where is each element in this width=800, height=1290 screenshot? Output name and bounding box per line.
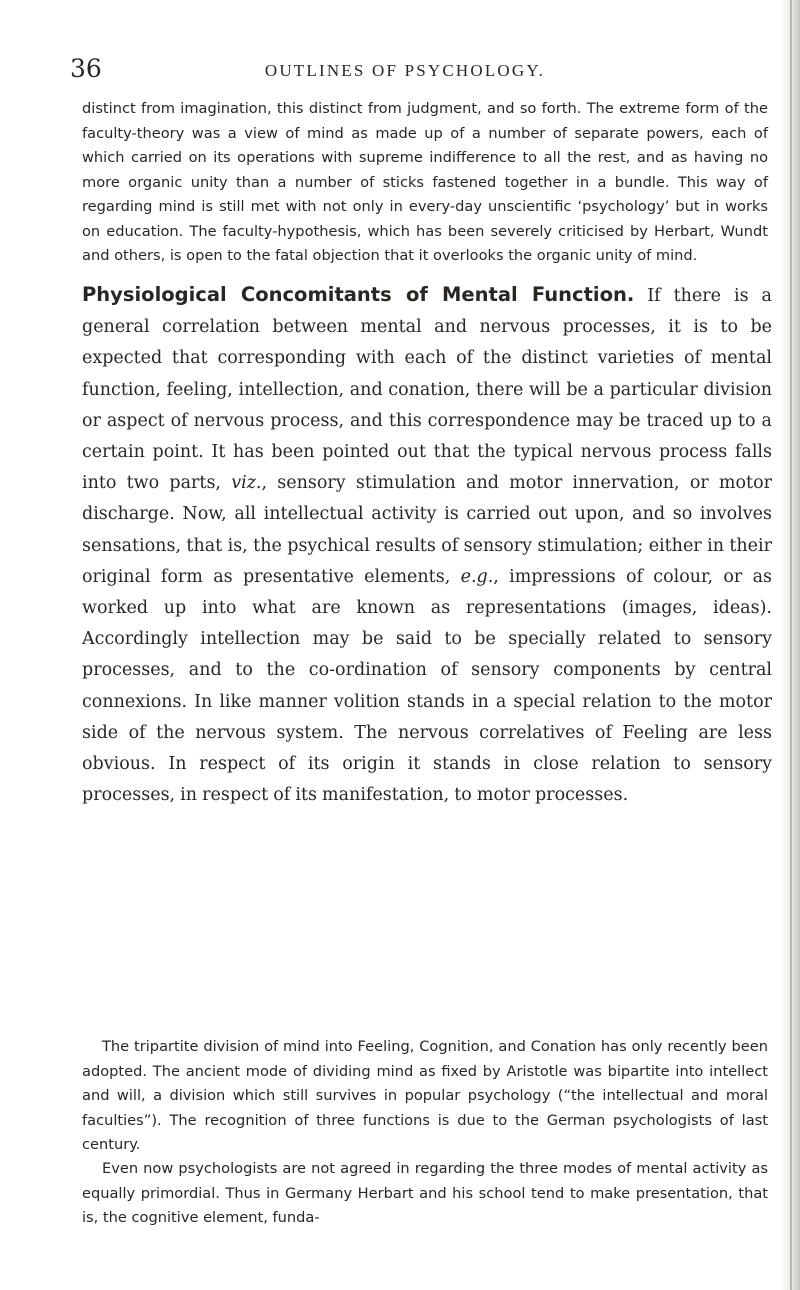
- section-body-part-2: , sensory stimulation and motor innervation, or motor discharge. Now, all intellectual activity is carried out upon, and so involves sensations, that is, the psychical results of sensory stimulation; either in their original form as presentative elements,: [82, 473, 772, 587]
- note-paragraph-2: Even now psychologists are not agreed in regarding the three modes of mental activity as equally primordial. Thus in Germany Herbart and his school tend to make presentation, that is, the cognitive element, funda-: [82, 1160, 768, 1226]
- viz-abbreviation: viz.: [231, 473, 262, 494]
- note-paragraph-1: The tripartite division of mind into Feeling, Cognition, and Conation has only recently been adopted. The ancient mode of dividing mind as fixed by Aristotle was bipartite into intellect and will, a division which still survives in popular psychology (“the intellectual and moral faculties”). The recognition of three functions is due to the German psychologists of last century.: [82, 1038, 768, 1153]
- page-number: 36: [70, 54, 102, 83]
- eg-abbreviation: e.g.: [460, 566, 494, 587]
- section-body-part-1: If there is a general correlation between mental and nervous processes, it is to be expected that corresponding with each of the distinct varieties of mental function, feeling, intellection, and conation, there will be a particular division or aspect of nervous process, and this correspondence may be traced up to a certain point. It has been pointed out that the typical nervous process falls into two parts,: [82, 286, 772, 494]
- section-paragraph: [82, 279, 772, 811]
- intro-paragraph: distinct from imagination, this distinct from judgment, and so forth. The extreme form of the faculty-theory was a view of mind as made up of a number of separate powers, each of which carried on its operations with supreme indifference to all the rest, and as having no more organic unity than a number of sticks fastened together in a bundle. This way of regarding mind is still met with not only in every-day unscientific ‘psychology’ but in works on education. The faculty-hypothesis, which has been severely criticised by Herbart, Wundt and others, is open to the fatal objection that it overlooks the organic unity of mind.: [82, 100, 768, 264]
- section-body-part-3: , impressions of colour, or as worked up into what are known as representations (images, ideas). Accordingly intellection may be said to be specially related to sensory processes, and to the co-ordination of sensory components by central connexions. In like manner volition stands in a special relation to the motor side of the nervous system. The nervous correlatives of Feeling are less obvious. In respect of its origin it stands in close relation to sensory processes, in respect of its manifestation, to motor processes.: [82, 566, 772, 806]
- binding-edge-line: [790, 0, 792, 1290]
- section-title: Physiological Concomitants of Mental Function.: [82, 283, 635, 306]
- running-head: OUTLINES OF PSYCHOLOGY.: [264, 61, 546, 80]
- page-header: [70, 54, 770, 94]
